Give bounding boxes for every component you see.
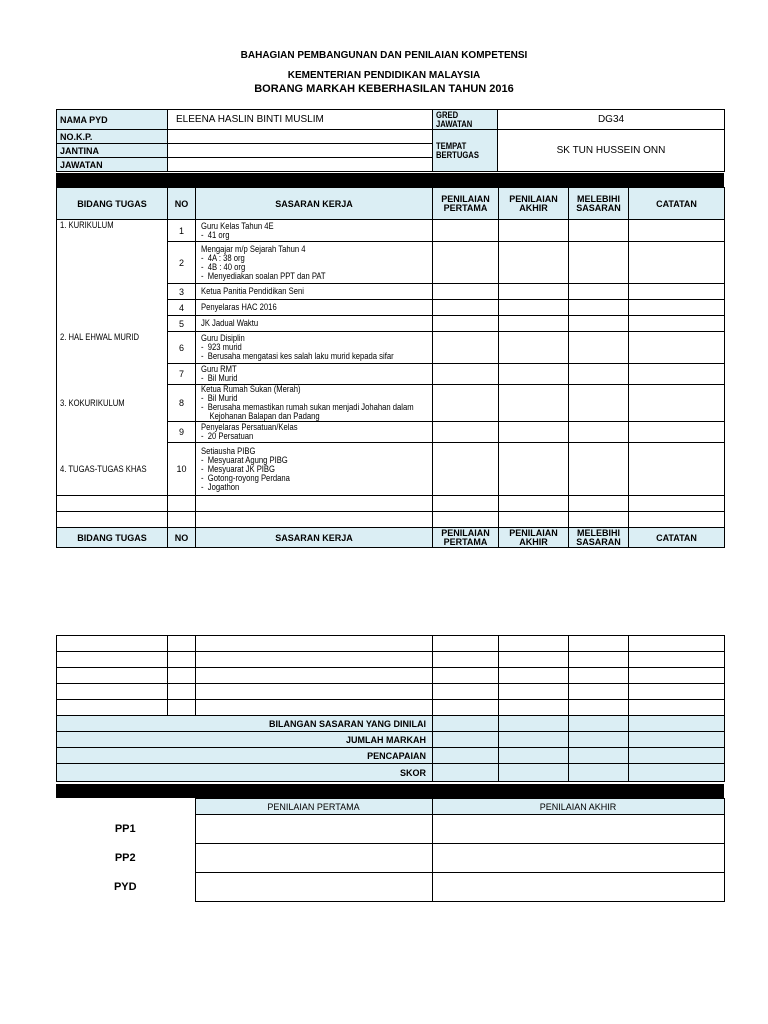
bidang-cell (57, 316, 168, 332)
jumlah-catatan[interactable] (629, 732, 725, 748)
bilangan-label: BILANGAN SASARAN YANG DINILAI (57, 716, 433, 732)
akhir-cell[interactable] (499, 242, 569, 284)
signoff-pertama-header: PENILAIAN PERTAMA (195, 799, 432, 815)
nokp-label: NO.K.P. (57, 130, 168, 144)
target-row (57, 443, 725, 496)
blank-cell[interactable] (196, 652, 433, 668)
catatan-cell[interactable] (629, 443, 725, 496)
nama-text: ELEENA HASLIN BINTI MUSLIM (176, 114, 324, 125)
col-no-footer: NO (168, 528, 196, 548)
gred-text: DG34 (597, 114, 625, 125)
signoff-table (56, 798, 725, 902)
blank-cell[interactable] (499, 684, 569, 700)
blank-cell[interactable] (499, 652, 569, 668)
empty-cell[interactable] (569, 512, 629, 528)
bidang-cell: 1. KURIKULUM (57, 220, 168, 242)
sasaran-cell (196, 220, 433, 242)
pencapaian-akhir[interactable] (499, 748, 569, 764)
no-cell: 9 (168, 422, 196, 443)
sasaran-line: - 41 org (201, 229, 230, 240)
pencapaian-label: PENCAPAIAN (57, 748, 433, 764)
jumlah-akhir[interactable] (499, 732, 569, 748)
catatan-cell[interactable] (629, 300, 725, 316)
blank-cell[interactable] (196, 684, 433, 700)
pencapaian-pertama[interactable] (433, 748, 499, 764)
no-cell: 2 (168, 242, 196, 284)
empty-cell[interactable] (196, 512, 433, 528)
pyd-label: PYD (113, 881, 137, 893)
sasaran-line: Guru Kelas Tahun 4E (201, 220, 274, 231)
jumlah-pertama[interactable] (433, 732, 499, 748)
empty-cell[interactable] (168, 496, 196, 512)
bidang-cell (57, 242, 168, 284)
no-cell: 5 (168, 316, 196, 332)
sasaran-line: - Berusaha memastikan rumah sukan menjadi Johahan dalam (201, 402, 414, 412)
signoff-akhir-header: PENILAIAN AKHIR (432, 799, 724, 815)
empty-cell[interactable] (499, 512, 569, 528)
blank-cell[interactable] (629, 700, 725, 716)
empty-cell[interactable] (629, 512, 725, 528)
sasaran-line: - 923 murid (201, 342, 242, 352)
catatan-cell[interactable] (629, 220, 725, 242)
col-bidang-header: BIDANG TUGAS (57, 188, 168, 220)
nokp-value[interactable] (168, 130, 433, 144)
pertama-cell[interactable] (433, 332, 499, 364)
jawatan-value[interactable] (168, 158, 433, 172)
no-cell: 4 (168, 300, 196, 316)
melebihi-cell[interactable] (569, 284, 629, 300)
no-cell: 8 (168, 385, 196, 422)
catatan-cell[interactable] (629, 284, 725, 300)
sasaran-line: - 4B : 40 org (201, 261, 246, 272)
sasaran-line: Penyelaras Persatuan/Kelas (201, 422, 298, 432)
bilangan-pertama[interactable] (433, 716, 499, 732)
col-bidang-footer: BIDANG TUGAS (57, 528, 168, 548)
sasaran-line: - Mesyuarat Agung PIBG (201, 454, 288, 465)
col-catatan-header: CATATAN (629, 188, 725, 220)
jantina-label: JANTINA (57, 144, 168, 158)
col-akhir-footer: PENILAIAN AKHIR (499, 528, 569, 548)
jawatan-label: JAWATAN (57, 158, 168, 172)
sasaran-line: - 4A : 38 org (201, 252, 245, 263)
blank-cell[interactable] (168, 652, 196, 668)
catatan-cell[interactable] (629, 422, 725, 443)
melebihi-cell[interactable] (569, 242, 629, 284)
bidang-cell: 2. HAL EHWAL MURID (57, 332, 168, 364)
signoff-spacer (56, 799, 195, 815)
section-divider (56, 173, 724, 187)
form-title: BORANG MARKAH KEBERHASILAN TAHUN 2016 (254, 83, 514, 95)
catatan-cell[interactable] (629, 332, 725, 364)
sasaran-line: - Jogathon (201, 481, 240, 492)
catatan-cell[interactable] (629, 316, 725, 332)
blank-row (57, 636, 725, 652)
skor-melebihi[interactable] (569, 764, 629, 782)
col-sasaran-header: SASARAN KERJA (196, 188, 433, 220)
blank-cell[interactable] (168, 636, 196, 652)
pencapaian-melebihi[interactable] (569, 748, 629, 764)
blank-cell[interactable] (499, 668, 569, 684)
pertama-cell[interactable] (433, 443, 499, 496)
info-table (56, 109, 725, 172)
blank-cell[interactable] (629, 636, 725, 652)
empty-row (57, 512, 725, 528)
blank-cell[interactable] (196, 668, 433, 684)
blank-cell[interactable] (196, 700, 433, 716)
melebihi-cell[interactable] (569, 332, 629, 364)
blank-cell[interactable] (433, 636, 499, 652)
tempat-value[interactable] (498, 130, 725, 172)
blank-cell[interactable] (569, 668, 629, 684)
ministry-title: KEMENTERIAN PENDIDIKAN MALAYSIA (287, 70, 481, 81)
department-title: BAHAGIAN PEMBANGUNAN DAN PENILAIAN KOMPETENSI (240, 50, 528, 61)
empty-cell[interactable] (433, 496, 499, 512)
sasaran-cell (196, 443, 433, 496)
target-row (57, 300, 725, 316)
blank-row (57, 668, 725, 684)
sasaran-line: - Bil Murid (201, 393, 238, 403)
target-row (57, 385, 725, 422)
blank-cell[interactable] (57, 684, 168, 700)
blank-cell[interactable] (168, 700, 196, 716)
target-table (56, 187, 725, 548)
pencapaian-catatan[interactable] (629, 748, 725, 764)
melebihi-cell[interactable] (569, 364, 629, 385)
pp2-pertama-cell[interactable] (195, 844, 432, 873)
blank-cell[interactable] (569, 700, 629, 716)
akhir-cell[interactable] (499, 364, 569, 385)
bidang-cell (57, 300, 168, 316)
blank-cell[interactable] (629, 684, 725, 700)
gred-value[interactable] (498, 110, 725, 130)
col-sasaran-footer: SASARAN KERJA (196, 528, 433, 548)
sasaran-line: Penyelaras HAC 2016 (201, 302, 277, 312)
pertama-cell[interactable] (433, 364, 499, 385)
col-pertama-footer: PENILAIAN PERTAMA (433, 528, 499, 548)
empty-cell[interactable] (196, 496, 433, 512)
sasaran-line: Ketua Panitia Pendidikan Seni (201, 286, 304, 296)
sasaran-cell (196, 316, 433, 332)
col-catatan-footer: CATATAN (629, 528, 725, 548)
blank-cell[interactable] (569, 684, 629, 700)
sasaran-line: - Mesyuarat JK PIBG (201, 463, 275, 474)
empty-cell[interactable] (569, 496, 629, 512)
sasaran-line: JK Jadual Waktu (201, 318, 259, 328)
skor-pertama[interactable] (433, 764, 499, 782)
empty-cell[interactable] (168, 512, 196, 528)
pp1-pertama-cell[interactable] (195, 815, 432, 844)
bidang-cell: 4. TUGAS-TUGAS KHAS (57, 443, 168, 496)
empty-row (57, 496, 725, 512)
sasaran-cell (196, 332, 433, 364)
skor-catatan[interactable] (629, 764, 725, 782)
bilangan-catatan[interactable] (629, 716, 725, 732)
tempat-text: SK TUN HUSSEIN ONN (556, 145, 666, 156)
sasaran-line: - 20 Persatuan (201, 431, 254, 441)
pyd-akhir-cell[interactable] (432, 873, 724, 902)
jumlah-melebihi[interactable] (569, 732, 629, 748)
target-row (57, 220, 725, 242)
blank-cell[interactable] (499, 700, 569, 716)
akhir-cell[interactable] (499, 332, 569, 364)
tempat-label: TEMPAT BERTUGAS (433, 130, 498, 172)
empty-cell[interactable] (57, 496, 168, 512)
jumlah-label: JUMLAH MARKAH (57, 732, 433, 748)
akhir-cell[interactable] (499, 385, 569, 422)
signoff-divider (56, 784, 724, 798)
blank-cell[interactable] (569, 652, 629, 668)
blank-cell[interactable] (629, 668, 725, 684)
sasaran-line: Guru RMT (201, 364, 237, 374)
melebihi-cell[interactable] (569, 220, 629, 242)
col-no-header: NO (168, 188, 196, 220)
sasaran-cell (196, 300, 433, 316)
pertama-cell[interactable] (433, 385, 499, 422)
melebihi-cell[interactable] (569, 443, 629, 496)
blank-row (57, 684, 725, 700)
bilangan-akhir[interactable] (499, 716, 569, 732)
blank-cell[interactable] (57, 636, 168, 652)
blank-cell[interactable] (433, 700, 499, 716)
no-cell: 3 (168, 284, 196, 300)
target-row (57, 316, 725, 332)
no-cell: 6 (168, 332, 196, 364)
target-row (57, 242, 725, 284)
sasaran-cell (196, 242, 433, 284)
bidang-cell (57, 364, 168, 385)
blank-cell[interactable] (57, 652, 168, 668)
blank-cell[interactable] (569, 636, 629, 652)
blank-cell[interactable] (57, 700, 168, 716)
nama-value[interactable] (168, 110, 433, 130)
sasaran-line: - Bil Murid (201, 373, 238, 383)
blank-cell[interactable] (168, 684, 196, 700)
blank-row (57, 652, 725, 668)
gred-label: GRED JAWATAN (433, 110, 498, 130)
empty-cell[interactable] (57, 512, 168, 528)
melebihi-cell[interactable] (569, 422, 629, 443)
blank-row (57, 700, 725, 716)
blank-cell[interactable] (499, 636, 569, 652)
pp1-akhir-cell[interactable] (432, 815, 724, 844)
bidang-cell (57, 284, 168, 300)
akhir-cell[interactable] (499, 220, 569, 242)
akhir-cell[interactable] (499, 422, 569, 443)
melebihi-cell[interactable] (569, 385, 629, 422)
sasaran-line: - Berusaha mengatasi kes salah laku murid kepada sifar (201, 351, 394, 361)
target-row (57, 364, 725, 385)
no-cell: 1 (168, 220, 196, 242)
catatan-cell[interactable] (629, 364, 725, 385)
blank-cell[interactable] (196, 636, 433, 652)
summary-table (56, 635, 725, 782)
pertama-cell[interactable] (433, 300, 499, 316)
akhir-cell[interactable] (499, 284, 569, 300)
sasaran-line: Mengajar m/p Sejarah Tahun 4 (201, 243, 306, 254)
pp1-label: PP1 (114, 823, 136, 835)
col-melebihi-header: MELEBIHI SASARAN (569, 188, 629, 220)
bilangan-melebihi[interactable] (569, 716, 629, 732)
no-cell: 7 (168, 364, 196, 385)
blank-cell[interactable] (433, 652, 499, 668)
jantina-value[interactable] (168, 144, 433, 158)
bidang-cell: 3. KOKURIKULUM (57, 385, 168, 422)
pertama-cell[interactable] (433, 242, 499, 284)
pyd-pertama-cell[interactable] (195, 873, 432, 902)
pp2-akhir-cell[interactable] (432, 844, 724, 873)
akhir-cell[interactable] (499, 300, 569, 316)
blank-cell[interactable] (168, 668, 196, 684)
no-cell: 10 (168, 443, 196, 496)
target-row (57, 284, 725, 300)
empty-cell[interactable] (433, 512, 499, 528)
melebihi-cell[interactable] (569, 316, 629, 332)
empty-cell[interactable] (629, 496, 725, 512)
target-row (57, 422, 725, 443)
blank-cell[interactable] (629, 652, 725, 668)
nama-label: NAMA PYD (57, 110, 168, 130)
pertama-cell[interactable] (433, 316, 499, 332)
pertama-cell[interactable] (433, 422, 499, 443)
target-row (57, 332, 725, 364)
catatan-cell[interactable] (629, 385, 725, 422)
catatan-cell[interactable] (629, 242, 725, 284)
sasaran-line: Setiausha PIBG (201, 445, 256, 456)
akhir-cell[interactable] (499, 316, 569, 332)
sasaran-cell (196, 364, 433, 385)
col-akhir-header: PENILAIAN AKHIR (499, 188, 569, 220)
blank-cell[interactable] (433, 684, 499, 700)
sasaran-line: Guru Disiplin (201, 333, 245, 343)
skor-label: SKOR (57, 764, 433, 782)
blank-cell[interactable] (433, 668, 499, 684)
pp2-label: PP2 (114, 852, 136, 864)
sasaran-line: Ketua Rumah Sukan (Merah) (201, 384, 301, 394)
col-pertama-header: PENILAIAN PERTAMA (433, 188, 499, 220)
sasaran-cell (196, 385, 433, 422)
melebihi-cell[interactable] (569, 300, 629, 316)
sasaran-line: - Gotong-royong Perdana (201, 472, 290, 483)
akhir-cell[interactable] (499, 443, 569, 496)
pertama-cell[interactable] (433, 220, 499, 242)
sasaran-line: Kejohanan Balapan dan Padang (201, 411, 320, 421)
sasaran-line: - Menyediakan soalan PPT dan PAT (201, 270, 326, 281)
skor-akhir[interactable] (499, 764, 569, 782)
col-melebihi-footer: MELEBIHI SASARAN (569, 528, 629, 548)
blank-cell[interactable] (57, 668, 168, 684)
bidang-cell (57, 422, 168, 443)
empty-cell[interactable] (499, 496, 569, 512)
sasaran-cell (196, 422, 433, 443)
pertama-cell[interactable] (433, 284, 499, 300)
sasaran-cell (196, 284, 433, 300)
